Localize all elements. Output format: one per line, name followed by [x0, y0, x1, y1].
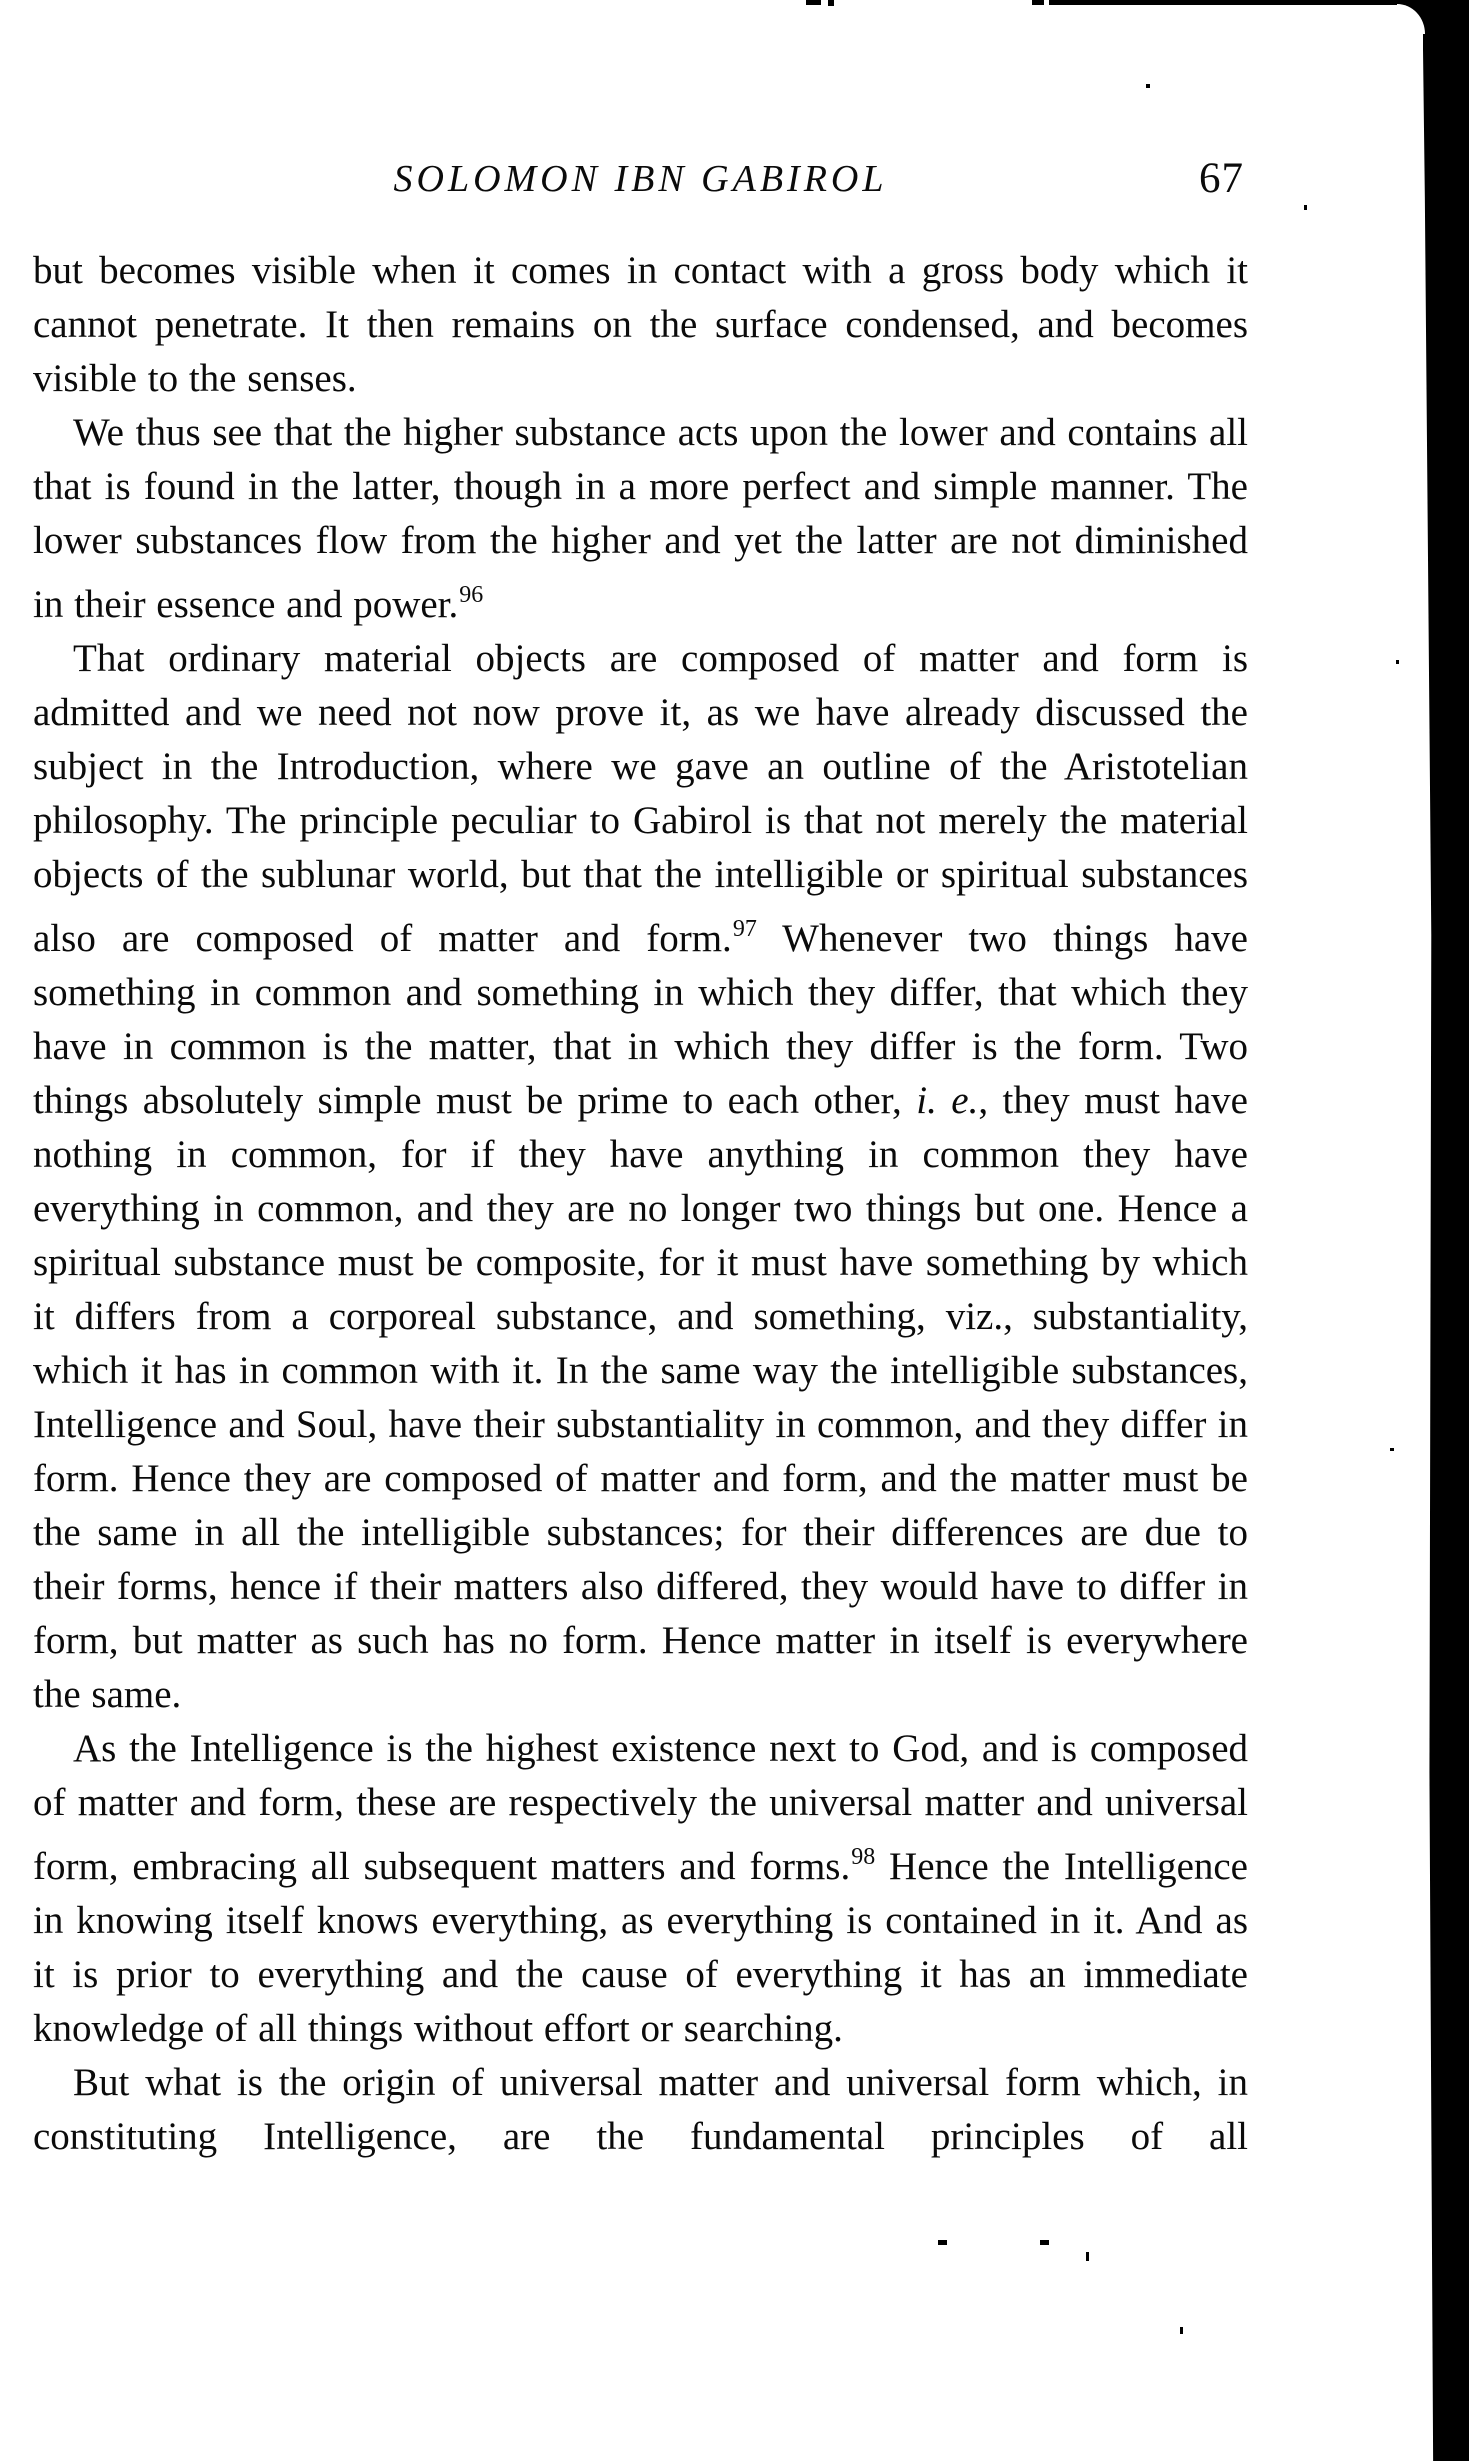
body-paragraph: [33, 244, 1248, 406]
page-number: 67: [1199, 155, 1244, 202]
scan-edge-right: [1423, 0, 1469, 2461]
body-paragraph: [33, 2056, 1248, 2164]
text-segment: As the Intelligence is the highest existence next to God, and is composed of matter and form, these are respectively the universal matter and universal form, embracing all subsequent matters and forms.: [33, 1727, 1248, 1888]
text-segment: We thus see that the higher substance acts upon the lower and contains all that is found in the latter, though in a more perfect and simple manner. The lower substances flow from the higher and yet the latter are not diminished in their essence and power.: [33, 411, 1248, 626]
scan-top-edge-line: [1049, 0, 1425, 5]
footnote-reference: 96: [459, 582, 484, 608]
scan-speck: [806, 0, 821, 5]
text-segment: That ordinary material objects are composed of matter and form is admitted and we need not now prove it, as we have already discussed the subject in the Introduction, where we gave an outline of the Aristotelian philosophy. The principle peculiar to Gabirol is that not merely the material objects of the sublunar world, but that the intelligible or spiritual substances also are composed of matter and form.: [33, 637, 1248, 960]
scan-speck: [1396, 660, 1399, 664]
body-paragraph: [33, 1722, 1248, 2056]
scan-speck: [1032, 0, 1044, 5]
scan-speck: [938, 2240, 947, 2245]
body-paragraph: [33, 406, 1248, 632]
footnote-reference: 98: [851, 1844, 876, 1870]
page-content: [33, 148, 1248, 2164]
scan-speck: [1040, 2240, 1049, 2245]
body-paragraph: [33, 632, 1248, 1722]
text-segment: But what is the origin of universal matter and universal form which, in constituting Intelligence, are the fundamental principles of all: [33, 2061, 1248, 2158]
footnote-reference: 97: [732, 916, 757, 942]
scan-speck: [1180, 2327, 1183, 2334]
body-text: [33, 244, 1248, 2164]
running-header: [33, 148, 1248, 210]
scan-speck: [828, 0, 834, 6]
text-segment: Hence the Intelligence in knowing itself knows everything, as everything is contained in it. And as it is prior to everything and the cause of everything it has an immediate knowledge of all things without effort or searching.: [33, 1845, 1248, 2050]
text-segment: Whenever two things have something in common and something in which they differ, that which they have in common is the matter, that in which they differ is the form. Two things absolutely simple must be prime to each other,: [33, 917, 1248, 1122]
text-segment: , they must have nothing in common, for if they have anything in common they have everything in common, and they are no longer two things but one. Hence a spiritual substance must be composite, for it must have something by which it differs from a corporeal substance, and something, viz., substantiality, which it has in common with it. In the same way the intelligible substances, Intelligence and Soul, have their substantiality in common, and they differ in form. Hence they are composed of matter and form, and the matter must be the same in all the intelligible substances; for their differences are due to their forms, hence if their matters also differed, they would have to differ in form, but matter as such has no form. Hence matter in itself is everywhere the same.: [33, 1079, 1248, 1716]
text-segment: but becomes visible when it comes in contact with a gross body which it cannot penetrate. It then remains on the surface condensed, and becomes visible to the senses.: [33, 249, 1248, 400]
scan-speck: [1304, 205, 1307, 210]
scan-speck: [1390, 1448, 1394, 1451]
italic-text-segment: i. e.: [916, 1079, 979, 1122]
scan-speck: [1146, 84, 1150, 88]
running-header-title: SOLOMON IBN GABIROL: [393, 158, 888, 200]
scan-speck: [1086, 2252, 1089, 2261]
